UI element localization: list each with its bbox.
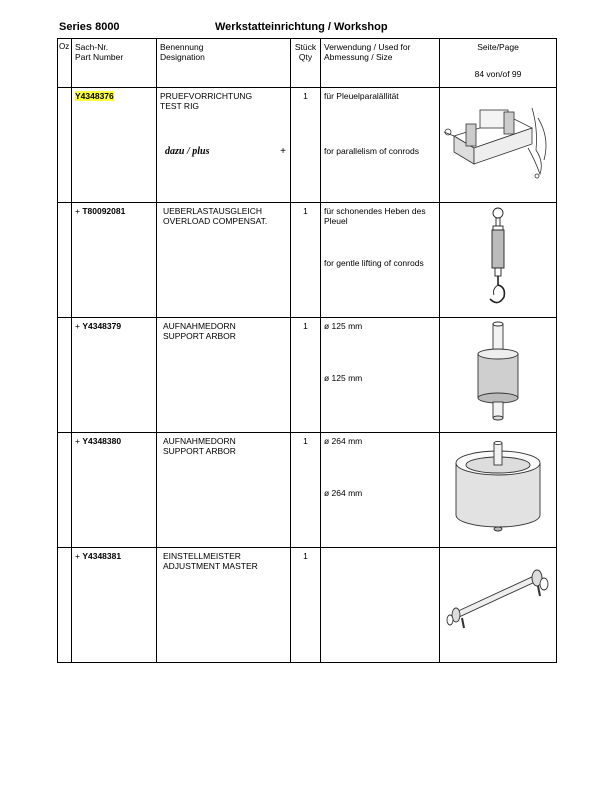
usage-de: für Pleuelparalällität — [324, 91, 399, 101]
col-usage-de: Verwendung / Used for — [324, 42, 411, 52]
col-page-header — [440, 39, 556, 87]
page-title: Werkstatteinrichtung / Workshop — [215, 21, 388, 33]
table-row — [58, 318, 557, 433]
col-oz-header: Oz — [59, 42, 70, 51]
usage-de: für schonendes Heben des Pleuel — [324, 206, 426, 227]
part-number-cell — [72, 548, 156, 662]
col-qty-en: Qty — [298, 52, 313, 63]
part-number: Y4348381 — [82, 551, 122, 561]
part-prefix: + — [75, 436, 83, 446]
part-number-cell — [72, 433, 156, 547]
qty: 1 — [303, 551, 308, 561]
designation-en: TEST RIG — [160, 101, 200, 112]
qty: 1 — [303, 91, 308, 101]
part-prefix: + — [75, 321, 83, 331]
part-number: Y4348379 — [82, 321, 122, 331]
usage-de: ø 264 mm — [324, 436, 363, 446]
usage-cell — [321, 88, 439, 202]
part-number-cell — [72, 318, 156, 432]
table-row — [58, 548, 557, 663]
qty: 1 — [303, 436, 308, 446]
designation-cell — [157, 203, 290, 317]
table-row — [58, 203, 557, 318]
arbor-large-icon — [440, 433, 556, 547]
designation-en: ADJUSTMENT MASTER — [163, 561, 258, 572]
part-number-cell — [72, 203, 156, 317]
qty: 1 — [303, 321, 308, 331]
part-number: Y4348380 — [82, 436, 122, 446]
part-prefix: + — [75, 551, 83, 561]
usage-cell — [321, 433, 439, 547]
col-usage-en: Abmessung / Size — [324, 52, 393, 63]
usage-en: ø 125 mm — [324, 373, 363, 383]
usage-en: for parallelism of conrods — [324, 146, 419, 156]
series-title: Series 8000 — [59, 21, 120, 33]
designation-en: SUPPORT ARBOR — [163, 446, 236, 457]
qty: 1 — [303, 206, 308, 216]
arbor-small-icon — [440, 318, 556, 432]
col-desig-en: Designation — [160, 52, 205, 63]
col-part-header — [72, 39, 156, 87]
part-number: T80092081 — [82, 206, 126, 216]
dazu-plus-note: dazu / plus — [165, 146, 210, 157]
usage-cell — [321, 203, 439, 317]
table-row — [58, 433, 557, 548]
designation-cell — [157, 433, 290, 547]
col-designation-header — [157, 39, 290, 87]
overload-hook-icon — [440, 203, 556, 317]
designation-de: AUFNAHMEDORN — [163, 436, 236, 446]
usage-en: ø 264 mm — [324, 488, 363, 498]
col-qty-de: Stück — [294, 42, 317, 52]
test-rig-icon — [440, 88, 556, 202]
usage-cell — [321, 318, 439, 432]
part-number: Y4348376 — [75, 91, 114, 101]
designation-de: PRUEFVORRICHTUNG — [160, 91, 253, 101]
designation-de: UEBERLASTAUSGLEICH — [163, 206, 263, 216]
parts-table — [57, 38, 557, 663]
designation-cell — [157, 548, 290, 662]
page-label: Seite/Page — [477, 42, 519, 52]
note-plus-mark: + — [280, 146, 286, 157]
table-row — [58, 88, 557, 203]
col-part-en: Part Number — [75, 52, 124, 63]
designation-en: SUPPORT ARBOR — [163, 331, 236, 342]
usage-de: ø 125 mm — [324, 321, 363, 331]
part-prefix: + — [75, 206, 83, 216]
designation-en: OVERLOAD COMPENSAT. — [163, 216, 268, 227]
designation-cell — [157, 88, 290, 202]
usage-cell — [321, 548, 439, 662]
page-number: 84 von/of 99 — [474, 69, 522, 79]
col-usage-header — [321, 39, 439, 87]
adjustment-master-icon — [440, 548, 556, 662]
col-desig-de: Benennung — [160, 42, 204, 52]
table-header-row — [58, 39, 557, 88]
col-qty-header — [291, 39, 320, 87]
designation-cell — [157, 318, 290, 432]
designation-de: EINSTELLMEISTER — [163, 551, 241, 561]
designation-de: AUFNAHMEDORN — [163, 321, 236, 331]
usage-en: for gentle lifting of conrods — [324, 258, 424, 268]
col-part-de: Sach-Nr. — [75, 42, 109, 52]
part-number-cell — [72, 88, 156, 202]
